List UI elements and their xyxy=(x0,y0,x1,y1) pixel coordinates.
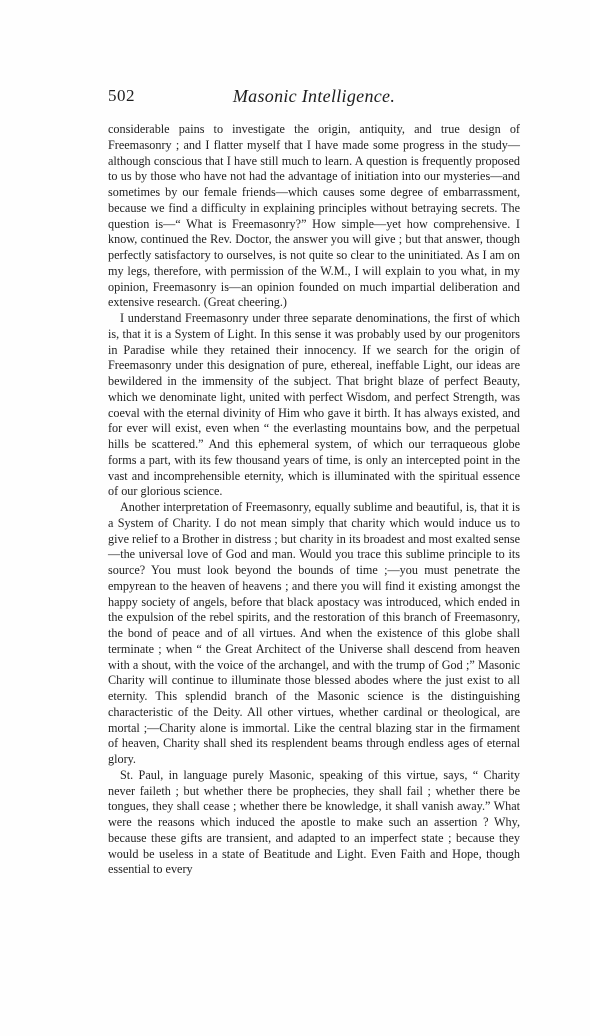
paragraph-system-of-charity: Another interpretation of Freemasonry, equally sublime and beautiful, is, that it is a System of Charity. I do not mean simply that charity which would induce us to give relief to a Brother in distress ; but charity in its broadest and most exalted sense—the universal love of God and man. Would you trace this sublime principle to its source? You must look beyond the bounds of time ;—you must penetrate the empyrean to the heaven of heavens ; and there you will find it existing amongst the happy society of angels, before that black apostacy was introduced, which ended in the expulsion of the rebel spirits, and the restoration of this branch of Freemasonry, the bond of peace and of all virtues. And when the existence of this globe shall terminate ; when “ the Great Architect of the Universe shall descend from heaven with a shout, with the voice of the archangel, and with the trump of God ;” Masonic Charity will continue to illuminate those blessed abodes where the just exist to all eternity. This splendid branch of the Masonic science is the distinguishing characteristic of the Deity. All other virtues, whether cardinal or theological, are mortal ;—Charity alone is immortal. Like the central blazing star in the firmament of heaven, Charity shall shed its resplendent beams through endless ages of eternal glory. xyxy=(108,500,520,766)
paragraph-system-of-light: I understand Freemasonry under three separate denominations, the first of which is, that it is a System of Light. In this sense it was probably used by our progenitors in Paradise while they retained their innocency. If we search for the origin of Freemasonry under this designation of pure, ethereal, ineffable Light, our ideas are bewildered in the immensity of the subject. That bright blaze of perfect Beauty, which we denominate light, united with perfect Wisdom, and perfect Strength, was coeval with the eternal divinity of Him who gave it birth. It has always existed, and for ever will exist, even when “ the everlasting mountains bow, and the perpetual hills be scattered.” And this ephemeral system, of which our terraqueous globe forms a part, with its few thousand years of time, is only an intercepted point in the vast and incomprehensible eternity, which is illuminated with the spiritual essence of our glorious science. xyxy=(108,311,520,499)
paragraph-st-paul: St. Paul, in language purely Masonic, speaking of this virtue, says, “ Charity never faileth ; but whether there be prophecies, they shall fail ; whether there be tongues, they shall cease ; whether there be knowledge, it shall vanish away.” What were the reasons which induced the apostle to make such an assertion ? Why, because these gifts are transient, and adapted to an imperfect state ; because they would be useless in a state of Beatitude and Light. Even Faith and Hope, though essential to every xyxy=(108,767,520,877)
body-text xyxy=(108,122,520,878)
running-title: Masonic Intelligence. xyxy=(232,86,396,106)
page-number: 502 xyxy=(108,86,135,105)
running-head xyxy=(108,86,520,110)
paragraph-continuation: considerable pains to investigate the origin, antiquity, and true design of Freemasonry ; and I flatter myself that I have made some progress in the study—although conscious that I have still much to learn. A question is frequently proposed to us by those who have not had the advantage of initiation into our mysteries—and sometimes by our female friends—which causes some degree of embarrassment, because we find a difficulty in explaining principles without betraying secrets. The question is—“ What is Freemasonry?” How simple—yet how comprehensive. I know, continued the Rev. Doctor, the answer you will give ; but that answer, though perfectly satisfactory to ourselves, is not quite so clear to the uninitiated. As I am on my legs, therefore, with permission of the W.M., I will explain to you what, in my opinion, Freemasonry is—an opinion founded on much impartial deliberation and extensive research. (Great cheering.) xyxy=(108,122,520,310)
